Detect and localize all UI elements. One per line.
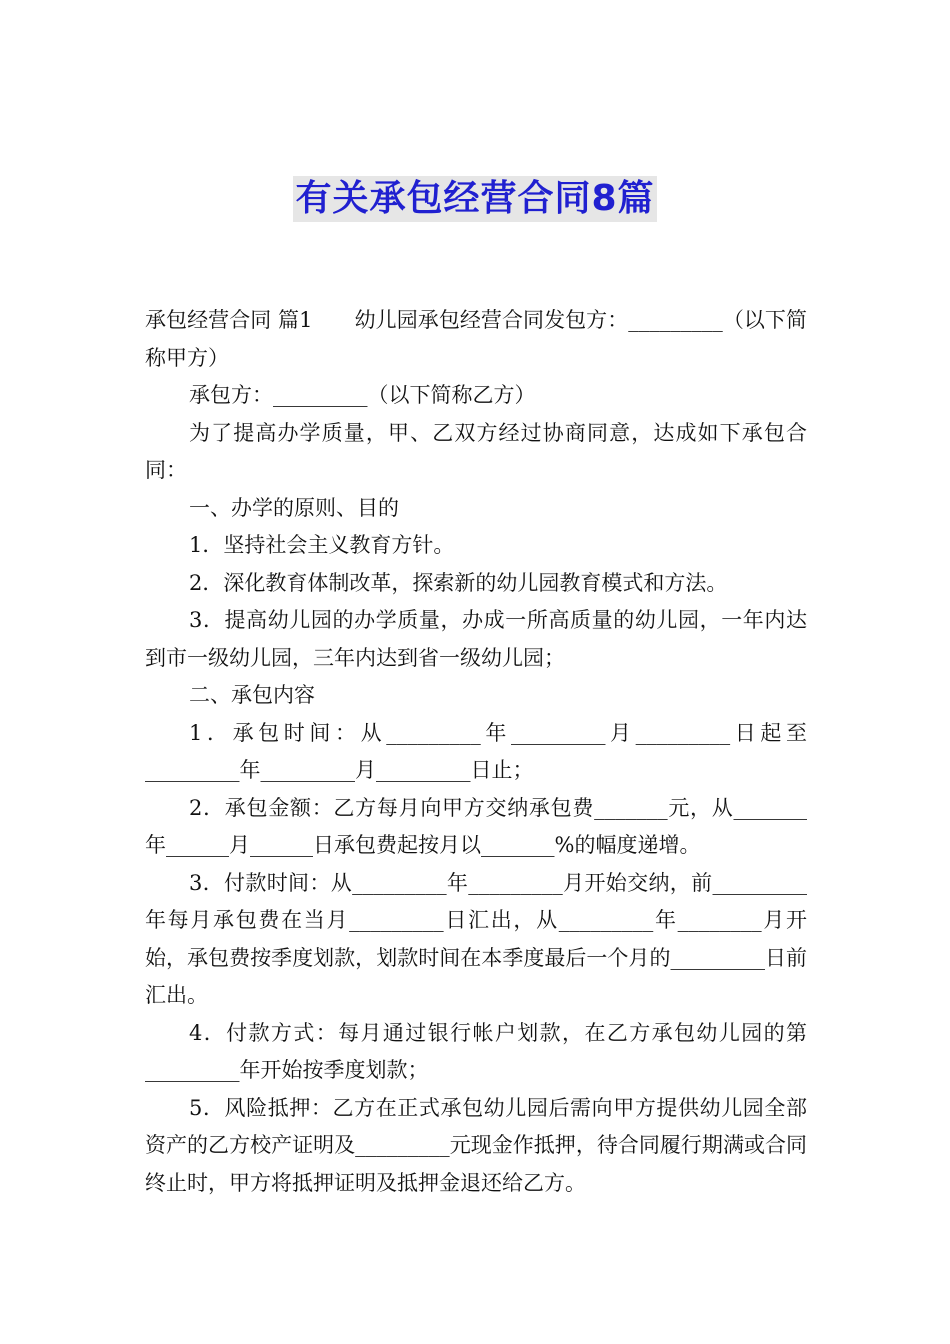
paragraph: 承包经营合同 篇1 幼儿园承包经营合同发包方：_________（以下简称甲方） [145,308,807,370]
list-item: 1．坚持社会主义教育方针。 [189,533,455,557]
paragraph: 承包方：_________（以下简称乙方） [189,383,536,407]
document-title-wrap [0,176,950,222]
list-item: 4．付款方式：每月通过银行帐户划款，在乙方承包幼儿园的第_________年开始按季度划款； [145,1020,807,1082]
list-item: 2．深化教育体制改革，探索新的幼儿园教育模式和方法。 [189,570,728,595]
list-item: 2．承包金额：乙方每月向甲方交纳承包费_______元，从_______年______月______日承包费起按月以_______%的幅度递增。 [145,795,807,857]
paragraph: 为了提高办学质量，甲、乙双方经过协商同意，达成如下承包合同： [145,420,807,482]
section-heading: 一、办学的原则、目的 [189,495,399,520]
list-item: 3．提高幼儿园的办学质量，办成一所高质量的幼儿园，一年内达到市一级幼儿园，三年内达到省一级幼儿园； [145,608,807,670]
document-title: 有关承包经营合同8篇 [293,176,656,222]
list-item: 3．付款时间：从_________年_________月开始交纳，前_________年每月承包费在当月_________日汇出，从_________年________月开始，承包费按季度划款，划款时间在本季度最后一个月的_________日前汇出。 [145,870,807,1007]
section-heading: 二、承包内容 [189,683,315,707]
document-body [145,302,807,1202]
list-item: 5．风险抵押：乙方在正式承包幼儿园后需向甲方提供幼儿园全部资产的乙方校产证明及_________元现金作抵押，待合同履行期满或合同终止时，甲方将抵押证明及抵押金退还给乙方。 [145,1095,807,1195]
list-item: 1．承包时间：从_________年_________月_________日起至_________年_________月_________日止； [145,720,807,782]
